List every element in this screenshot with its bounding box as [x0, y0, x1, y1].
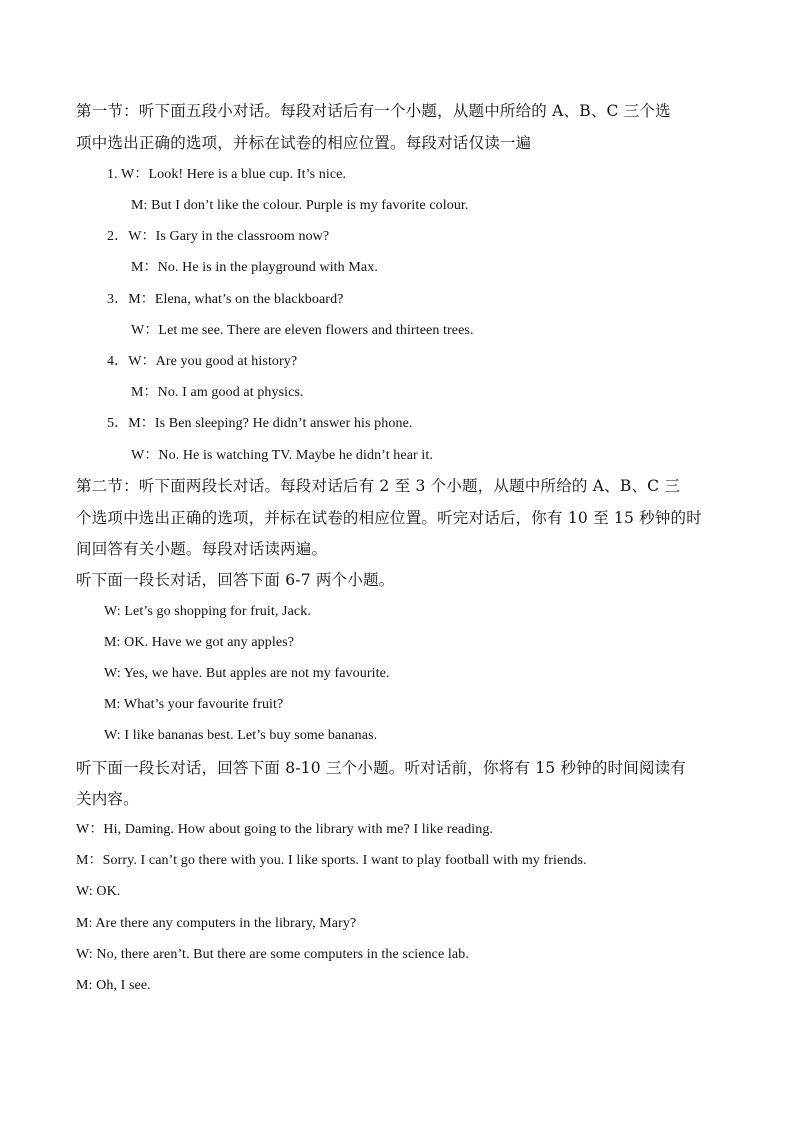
- dialogue-2-line2: M：No. He is in the playground with Max.: [131, 260, 378, 275]
- section1-heading-line1: 第一节：听下面五段小对话。每段对话后有一个小题，从题中所给的 A、B、C 三个选: [76, 102, 671, 120]
- part-b-line-3: W: OK.: [76, 884, 121, 899]
- part-a-line-2: M: OK. Have we got any apples?: [104, 635, 295, 650]
- part-b-line-1: W：Hi, Daming. How about going to the library with me? I like reading.: [76, 822, 494, 837]
- part-b-line-5: W: No, there aren’t. But there are some computers in the science lab.: [76, 947, 469, 962]
- dialogue-4-line2: M：No. I am good at physics.: [131, 385, 304, 400]
- dialogue-1-line2: M: But I don’t like the colour. Purple is my favorite colour.: [131, 198, 469, 213]
- dialogue-5-line2: W：No. He is watching TV. Maybe he didn’t hear it.: [131, 448, 433, 463]
- dialogue-3-line2: W：Let me see. There are eleven flowers and thirteen trees.: [131, 323, 474, 338]
- part-b-line-4: M: Are there any computers in the library, Mary?: [76, 916, 357, 931]
- part-a-line-3: W: Yes, we have. But apples are not my favourite.: [104, 666, 390, 681]
- part-b-line-2: M：Sorry. I can’t go there with you. I like sports. I want to play football with my friends.: [76, 853, 587, 868]
- dialogue-3-line1: 3．M：Elena, what’s on the blackboard?: [107, 292, 344, 307]
- part-a-line-1: W: Let’s go shopping for fruit, Jack.: [104, 604, 311, 619]
- dialogue-2-line1: 2．W：Is Gary in the classroom now?: [107, 229, 330, 244]
- section2-heading-line1: 第二节：听下面两段长对话。每段对话后有 2 至 3 个小题，从题中所给的 A、B、C 三: [76, 477, 681, 495]
- part-b-intro-line2: 关内容。: [76, 790, 139, 808]
- part-a-intro: 听下面一段长对话，回答下面 6-7 两个小题。: [76, 571, 395, 589]
- section2-heading-line2: 个选项中选出正确的选项，并标在试卷的相应位置。听完对话后，你有 10 至 15 秒钟的时: [76, 509, 702, 527]
- section2-heading-line3: 间回答有关小题。每段对话读两遍。: [76, 540, 328, 558]
- dialogue-4-line1: 4．W：Are you good at history?: [107, 354, 298, 369]
- dialogue-1-line1: 1. W：Look! Here is a blue cup. It’s nice.: [107, 167, 347, 182]
- part-a-line-4: M: What’s your favourite fruit?: [104, 697, 284, 712]
- section1-heading-line2: 项中选出正确的选项，并标在试卷的相应位置。每段对话仅读一遍: [76, 134, 532, 152]
- part-a-line-5: W: I like bananas best. Let’s buy some bananas.: [104, 728, 378, 743]
- part-b-intro-line1: 听下面一段长对话，回答下面 8-10 三个小题。听对话前，你将有 15 秒钟的时间阅读有: [76, 759, 687, 777]
- dialogue-5-line1: 5．M：Is Ben sleeping? He didn’t answer his phone.: [107, 416, 413, 431]
- part-b-line-6: M: Oh, I see.: [76, 978, 151, 993]
